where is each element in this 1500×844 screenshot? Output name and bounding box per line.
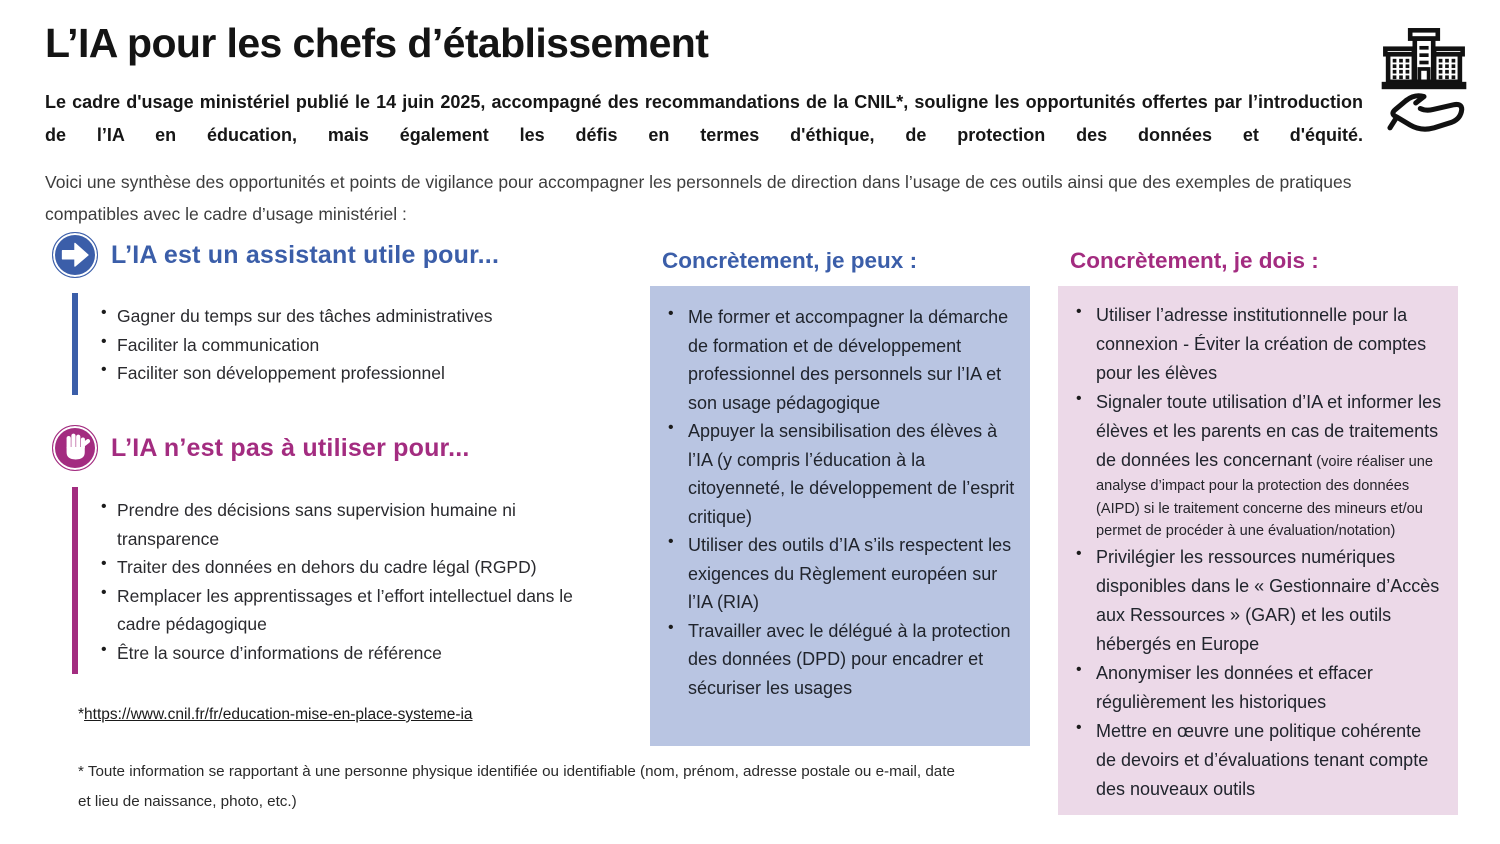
list-item: • Gagner du temps sur des tâches administratives — [100, 302, 592, 331]
must-box — [1058, 286, 1458, 815]
list-item: • Mettre en œuvre une politique cohérente de devoirs et d’évaluations tenant compte des nouveaux outils — [1074, 717, 1446, 804]
link-asterisk: * — [78, 706, 85, 723]
can-box — [650, 286, 1030, 746]
must-column-heading: Concrètement, je dois : — [1070, 248, 1319, 273]
intro-paragraph: Le cadre d'usage ministériel publié le 14 juin 2025, accompagné des recommandations de la CNIL*, souligne les opportunités offertes par l’introduction de l’IA en éducation, mais également les défis en termes d'éthique, de protection des données et d'équité. — [45, 92, 1363, 145]
lede-paragraph: Voici une synthèse des opportunités et points de vigilance pour accompagner les personnels de direction dans l’usage de ces outils ainsi que des exemples de pratiques compatibles avec le cadre d’usage ministériel : — [45, 172, 1352, 224]
stop-hand-icon — [52, 425, 98, 471]
list-item: • Appuyer la sensibilisation des élèves à l’IA (y compris l’éducation à la citoyenneté, le développement de l’esprit critique) — [666, 417, 1016, 531]
section-useful-header — [52, 232, 499, 278]
arrow-right-icon — [52, 232, 98, 278]
notfor-list-items — [100, 496, 588, 667]
list-item: • Utiliser l’adresse institutionnelle pour la connexion - Éviter la création de comptes pour les élèves — [1074, 301, 1446, 388]
must-list-items — [1074, 301, 1446, 804]
list-item: • Me former et accompagner la démarche de formation et de développement professionnel des personnels sur l’IA et son usage pédagogique — [666, 303, 1016, 417]
list-item: • Utiliser des outils d’IA s’ils respectent les exigences du Règlement européen sur l’IA (RIA) — [666, 531, 1016, 617]
section-notfor-heading: L’IA n’est pas à utiliser pour... — [111, 433, 470, 462]
useful-list — [72, 293, 592, 395]
list-item: • Privilégier les ressources numériques disponibles dans le « Gestionnaire d’Accès aux Ressources » (GAR) et les outils hébergés en Europe — [1074, 543, 1446, 659]
list-item: • Faciliter son développement professionnel — [100, 359, 592, 388]
useful-list-items — [100, 302, 592, 388]
list-item: • Signaler toute utilisation d’IA et informer les élèves et les parents en cas de traitements de données les concernant (voire réaliser une analyse d’impact pour la protection des données (AIPD) si le traitement concerne des mineurs et/ou permet de procéder à une évaluation/notation) — [1074, 388, 1446, 543]
list-item: • Traiter des données en dehors du cadre légal (RGPD) — [100, 553, 588, 582]
list-item: • Prendre des décisions sans supervision humaine ni transparence — [100, 496, 588, 553]
can-list-items — [666, 303, 1016, 702]
list-item: • Être la source d’informations de référence — [100, 639, 588, 668]
can-column-heading: Concrètement, je peux : — [662, 248, 918, 273]
footnote: * Toute information se rapportant à une personne physique identifiée ou identifiable (nom, prénom, adresse postale ou e-mail, date et lieu de naissance, photo, etc.) — [78, 763, 955, 810]
section-useful-heading: L’IA est un assistant utile pour... — [111, 240, 500, 269]
page-title: L’IA pour les chefs d’établissement — [45, 20, 709, 66]
list-item: • Travailler avec le délégué à la protection des données (DPD) pour encadrer et sécuriser les usages — [666, 617, 1016, 703]
school-building-in-hand-icon — [1378, 10, 1470, 150]
list-item: • Remplacer les apprentissages et l’effort intellectuel dans le cadre pédagogique — [100, 582, 588, 639]
list-item: • Anonymiser les données et effacer régulièrement les historiques — [1074, 659, 1446, 717]
cnil-link-line — [78, 706, 473, 724]
notfor-list — [72, 487, 588, 674]
cnil-link[interactable]: https://www.cnil.fr/fr/education-mise-en-place-systeme-ia — [84, 706, 473, 723]
list-item: • Faciliter la communication — [100, 331, 592, 360]
section-notfor-header — [52, 425, 470, 471]
